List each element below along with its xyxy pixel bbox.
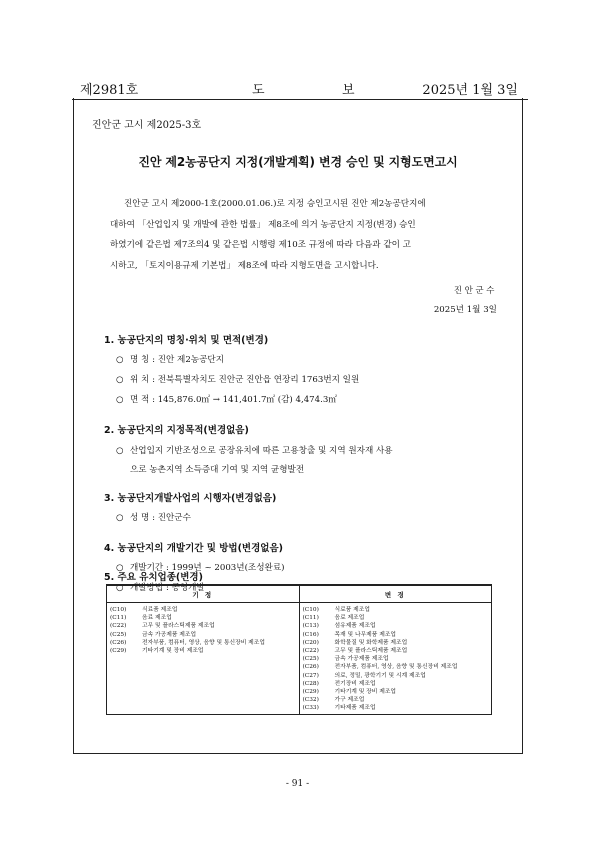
table-row	[303, 622, 490, 630]
industry-name: 전자부품, 컴퓨터, 영상, 음향 및 통신장비 제조업	[142, 639, 265, 646]
industry-name: 식료품 제조업	[334, 607, 370, 613]
industry-name: 음료 제조업	[334, 615, 365, 622]
bullet: ○	[116, 375, 124, 385]
notice-title: 진안 제2농공단지 지정(개발계획) 변경 승인 및 지형도면고시	[138, 155, 458, 169]
notice-number: 진안군 고시 제2025-3호	[92, 120, 202, 131]
industry-table	[106, 584, 492, 715]
industry-name: 금속 가공제품 제조업	[334, 656, 389, 663]
purpose-continuation: 으로 농촌지역 소득증대 기여 및 지역 균형발전	[130, 465, 305, 475]
industry-code: (C10)	[110, 607, 127, 613]
changed-industries-cell	[299, 603, 492, 715]
page-header	[80, 79, 518, 99]
industry-name: 기타기계 및 장비 제조업	[142, 647, 204, 654]
issue-date: 2025년 1월 3일	[422, 83, 518, 98]
industry-name: 기타기계 및 장비 제조업	[334, 688, 397, 695]
body-line: 대하여 「산업입지 및 개발에 관한 법률」 제8조에 의거 농공단지 지정(변경) 승인	[110, 219, 416, 230]
industry-code: (C27)	[302, 672, 319, 679]
bullet: ○	[116, 513, 124, 523]
industry-code: (C16)	[302, 631, 319, 638]
industry-name: 고무 및 플라스틱제품 제조업	[334, 647, 408, 654]
industry-code: (C11)	[302, 615, 319, 622]
industry-name: 화학물질 및 화학제품 제조업	[334, 639, 408, 646]
industry-code: (C25)	[110, 631, 127, 638]
section-heading-2: 2. 농공단지의 지정목적(변경없음)	[104, 425, 249, 436]
bullet: ○	[116, 395, 124, 405]
table-row	[303, 663, 490, 671]
industry-name: 기타제품 제조업	[334, 705, 376, 712]
industry-name: 전기장비 제조업	[334, 680, 376, 687]
table-row	[303, 631, 490, 639]
industry-code: (C29)	[302, 688, 319, 695]
gazette-title-char-1: 도	[252, 83, 265, 98]
industry-code: (C13)	[302, 623, 319, 630]
issue-number: 제2981호	[80, 83, 139, 98]
industry-name: 전자부품, 컴퓨터, 영상, 음향 및 통신장비 제조업	[334, 664, 458, 671]
table-row	[303, 655, 490, 663]
table-row	[110, 614, 297, 622]
industry-name: 식료품 제조업	[142, 607, 178, 613]
industry-name: 가구 제조업	[334, 697, 365, 704]
industry-code: (C22)	[302, 647, 319, 654]
section-heading-5: 5. 주요 유치업종(변경)	[104, 572, 203, 583]
existing-industries-cell	[107, 603, 300, 715]
bullet: ○	[116, 446, 124, 456]
industry-code: (C11)	[110, 615, 127, 622]
industry-code: (C25)	[302, 656, 319, 663]
table-row	[110, 622, 297, 630]
signature-date: 2025년 1월 3일	[433, 305, 497, 315]
table-row	[303, 688, 490, 696]
section-heading-1: 1. 농공단지의 명칭·위치 및 면적(변경)	[104, 335, 269, 346]
section-2-item-purpose: ○ 산업입지 기반조성으로 공장유치에 따른 고용창출 및 지역 원자재 사용 으로 농촌지역 소득증대 기여 및 지역 균형발전	[116, 442, 496, 480]
industry-code: (C26)	[110, 639, 127, 646]
bullet: ○	[116, 355, 124, 365]
page-number: - 91 -	[285, 779, 310, 789]
industry-code: (C29)	[110, 647, 127, 654]
table-row	[303, 704, 490, 712]
table-row	[110, 631, 297, 639]
section-3-item-operator: ○ 성 명 : 진안군수	[116, 513, 191, 523]
industry-code: (C28)	[302, 680, 319, 687]
industry-name: 섬유제품 제조업	[334, 623, 376, 630]
table-row	[303, 680, 490, 688]
table-row	[303, 606, 490, 614]
table-row	[110, 647, 297, 655]
table-row	[303, 647, 490, 655]
table-row	[110, 639, 297, 647]
section-heading-4: 4. 농공단지의 개발기간 및 방법(변경없음)	[104, 543, 283, 554]
table-row	[110, 606, 297, 614]
section-1-item-name: ○ 명 칭 : 진안 제2농공단지	[116, 355, 225, 365]
notice-body	[110, 194, 496, 276]
industry-code: (C32)	[302, 697, 319, 704]
table-row	[303, 639, 490, 647]
industry-code: (C33)	[302, 705, 319, 712]
body-line: 시하고, 「토지이용규제 기본법」 제8조에 따라 지형도면을 고시합니다.	[110, 260, 379, 271]
body-line: 하였기에 같은법 제7조의4 및 같은법 시행령 제10조 규정에 따라 다음과 같이 고	[110, 240, 411, 250]
bullet: ○	[116, 583, 124, 593]
table-row	[303, 672, 490, 680]
industry-name: 목재 및 나무제품 제조업	[334, 631, 397, 638]
section-1-item-area: ○ 면 적 : 145,876.0㎡ → 141,401.7㎡ (감) 4,474.3㎡	[116, 395, 337, 405]
table-row	[303, 614, 490, 622]
section-heading-3: 3. 농공단지개발사업의 시행자(변경없음)	[104, 493, 277, 504]
gazette-title-char-2: 보	[342, 83, 355, 98]
table-header-changed: 변 경	[299, 585, 492, 603]
issuer-signature: 진안군수	[453, 286, 497, 296]
table-row	[303, 696, 490, 704]
industry-name: 음료 제조업	[142, 615, 172, 622]
section-4-item-method: ○ 개발방법 : 공영개발	[116, 583, 205, 593]
industry-name: 고무 및 플라스틱제품 제조업	[142, 623, 215, 630]
section-4-item-period: ○ 개발기간 : 1999년 ~ 2003년(조성완료)	[116, 563, 285, 573]
industry-name: 금속 가공제품 제조업	[142, 631, 197, 638]
industry-code: (C22)	[110, 623, 127, 630]
bullet: ○	[116, 563, 124, 573]
industry-code: (C20)	[302, 639, 319, 646]
industry-code: (C10)	[302, 607, 319, 613]
industry-name: 의료, 정밀, 광학기기 및 시계 제조업	[334, 672, 426, 679]
table-header-existing: 기 정	[107, 585, 300, 603]
industry-code: (C26)	[302, 664, 319, 671]
body-line: 진안군 고시 제2000-1호(2000.01.06.)로 지정 승인고시된 진안 제2농공단지에	[124, 199, 426, 209]
section-1-item-location: ○ 위 치 : 전북특별자치도 진안군 진안읍 연장리 1763번지 일원	[116, 375, 360, 385]
